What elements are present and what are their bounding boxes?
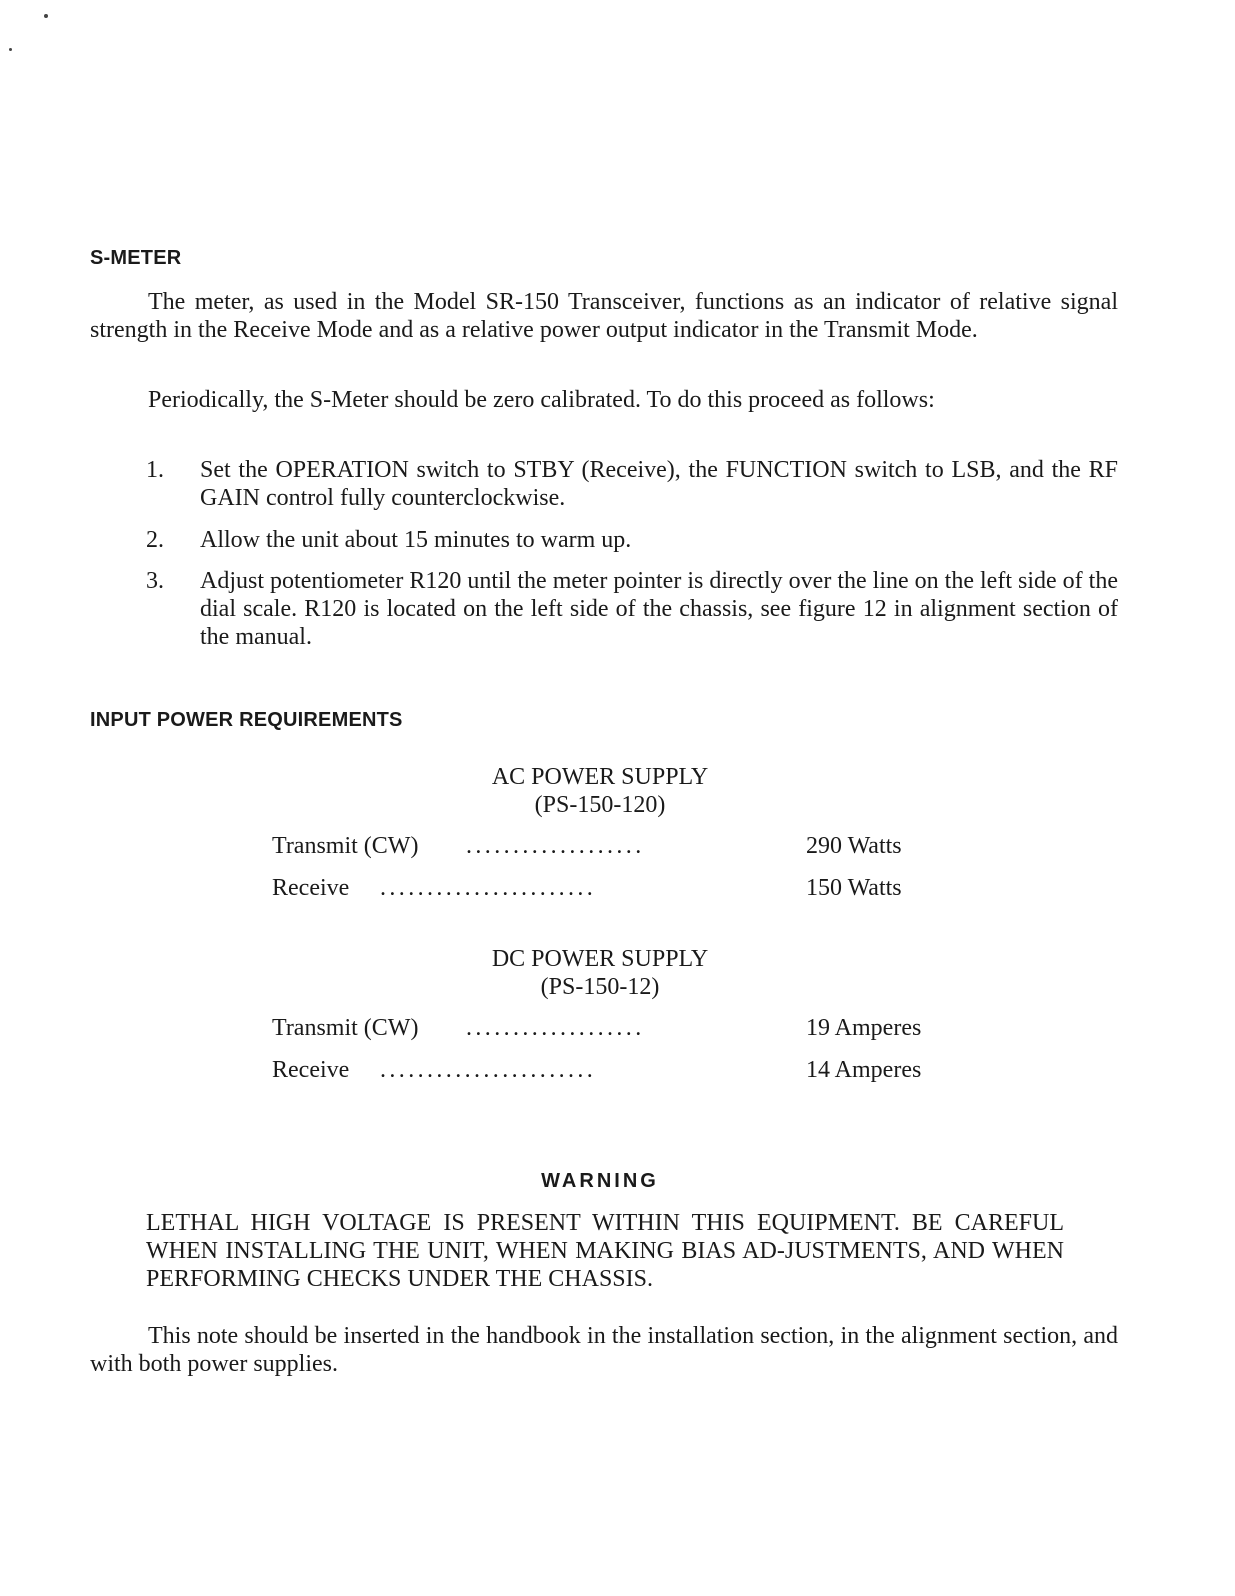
row-label: Receive bbox=[272, 1057, 350, 1083]
dc-supply-model: (PS-150-12) bbox=[540, 974, 660, 1000]
leader-dots: ....................... bbox=[380, 1057, 597, 1083]
dc-receive-row bbox=[272, 1055, 972, 1085]
installation-note: This note should be inserted in the handbook in the installation section, in the alignment section, and with both power supplies. bbox=[90, 1323, 1118, 1377]
step-text: Set the OPERATION switch to STBY (Receive), the FUNCTION switch to LSB, and the RF GAIN control fully counterclockwise. bbox=[200, 457, 1118, 511]
step-number: 1. bbox=[146, 457, 164, 483]
step-text: Allow the unit about 15 minutes to warm up. bbox=[200, 527, 632, 553]
leader-dots: ................... bbox=[466, 833, 645, 859]
power-heading: INPUT POWER REQUIREMENTS bbox=[90, 709, 403, 731]
smeter-paragraph-1: The meter, as used in the Model SR-150 Transceiver, functions as an indicator of relative signal strength in the Receive Mode and as a relative power output indicator in the Transmit Mode. bbox=[90, 289, 1118, 343]
step-number: 2. bbox=[146, 527, 164, 553]
leader-dots: ................... bbox=[466, 1015, 645, 1041]
ac-supply-model: (PS-150-120) bbox=[534, 792, 666, 818]
scan-speck bbox=[9, 48, 12, 51]
warning-text: LETHAL HIGH VOLTAGE IS PRESENT WITHIN THIS EQUIPMENT. BE CAREFUL WHEN INSTALLING THE UNIT, WHEN MAKING BIAS AD-JUSTMENTS, AND WHEN PERFORMING CHECKS UNDER THE CHASSIS. bbox=[146, 1210, 1064, 1292]
ac-transmit-row bbox=[272, 831, 972, 861]
step-text: Adjust potentiometer R120 until the meter pointer is directly over the line on the left side of the dial scale. R120 is located on the left side of the chassis, see figure 12 in alignment section of the manual. bbox=[200, 568, 1118, 650]
smeter-heading: S-METER bbox=[90, 247, 182, 269]
row-label: Transmit (CW) bbox=[272, 833, 419, 859]
scan-speck bbox=[44, 14, 48, 18]
row-value: 150 Watts bbox=[806, 875, 902, 901]
row-label: Transmit (CW) bbox=[272, 1015, 419, 1041]
step-number: 3. bbox=[146, 568, 164, 594]
ac-receive-row bbox=[272, 873, 972, 903]
ac-supply-title: AC POWER SUPPLY bbox=[491, 764, 709, 790]
row-value: 290 Watts bbox=[806, 833, 902, 859]
row-value: 19 Amperes bbox=[806, 1015, 922, 1041]
dc-transmit-row bbox=[272, 1013, 972, 1043]
dc-supply-title: DC POWER SUPPLY bbox=[491, 946, 709, 972]
row-value: 14 Amperes bbox=[806, 1057, 922, 1083]
leader-dots: ....................... bbox=[380, 875, 597, 901]
smeter-paragraph-2: Periodically, the S-Meter should be zero calibrated. To do this proceed as follows: bbox=[148, 387, 935, 413]
warning-title: WARNING bbox=[541, 1170, 659, 1192]
row-label: Receive bbox=[272, 875, 350, 901]
